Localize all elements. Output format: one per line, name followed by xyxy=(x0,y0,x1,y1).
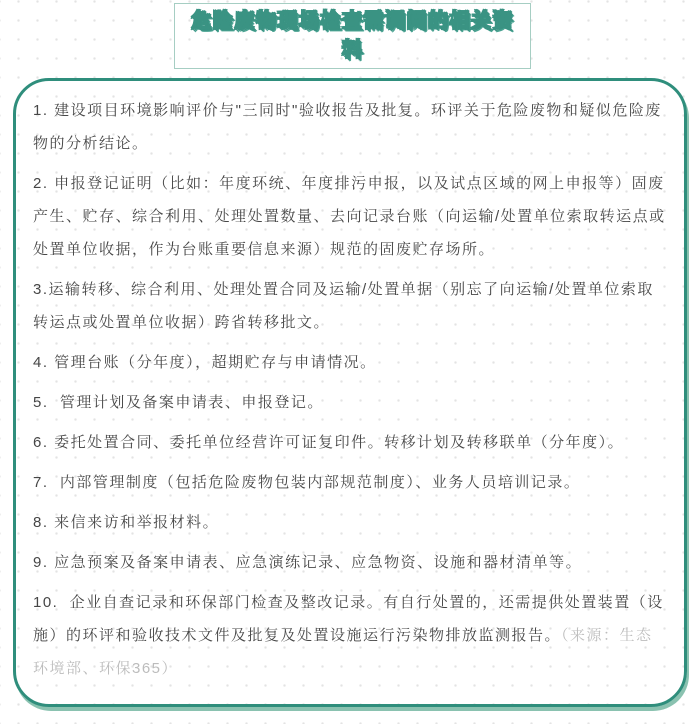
list-item-7: 7. 内部管理制度（包括危险废物包装内部规范制度）、业务人员培训记录。 xyxy=(33,474,581,491)
title-box xyxy=(174,3,531,69)
list-item-10-text: 10. 企业自查记录和环保部门检查及整改记录。有自行处置的，还需提供处置装置（设施）的环评和验收技术文件及批复及处置设施运行污染物排放监测报告。 xyxy=(33,594,664,644)
source-note: （来源：生态环境部、环保365） xyxy=(33,627,653,677)
list-item-10 xyxy=(33,586,667,685)
list-item-1: 1. 建设项目环境影响评价与"三同时"验收报告及批复。环评关于危险废物和疑似危险废物的分析结论。 xyxy=(33,102,662,152)
list-item-6: 6. 委托处置合同、委托单位经营许可证复印件。转移计划及转移联单（分年度）。 xyxy=(33,434,625,451)
page-title-line2: 料 xyxy=(341,39,364,61)
list-item-8: 8. 来信来访和举报材料。 xyxy=(33,514,220,531)
list-item-2: 2. 申报登记证明（比如：年度环统、年度排污申报，以及试点区域的网上申报等）固废产生、贮存、综合利用、处理处置数量、去向记录台账（向运输/处置单位索取转运点或处置单位收据，作为台账重要信息来源）规范的固废贮存场所。 xyxy=(33,175,666,258)
content-panel xyxy=(13,78,687,707)
list-item-4: 4. 管理台账（分年度），超期贮存与申请情况。 xyxy=(33,354,377,371)
list-item-5: 5. 管理计划及备案申请表、申报登记。 xyxy=(33,394,324,411)
list-item-9: 9. 应急预案及备案申请表、应急演练记录、应急物资、设施和器材清单等。 xyxy=(33,554,583,571)
list-item-3: 3.运输转移、综合利用、处理处置合同及运输/处置单据（别忘了向运输/处置单位索取转运点或处置单位收据）跨省转移批文。 xyxy=(33,281,654,331)
page-title: 危险废物现场检查需调阅的相关资 xyxy=(191,10,514,32)
